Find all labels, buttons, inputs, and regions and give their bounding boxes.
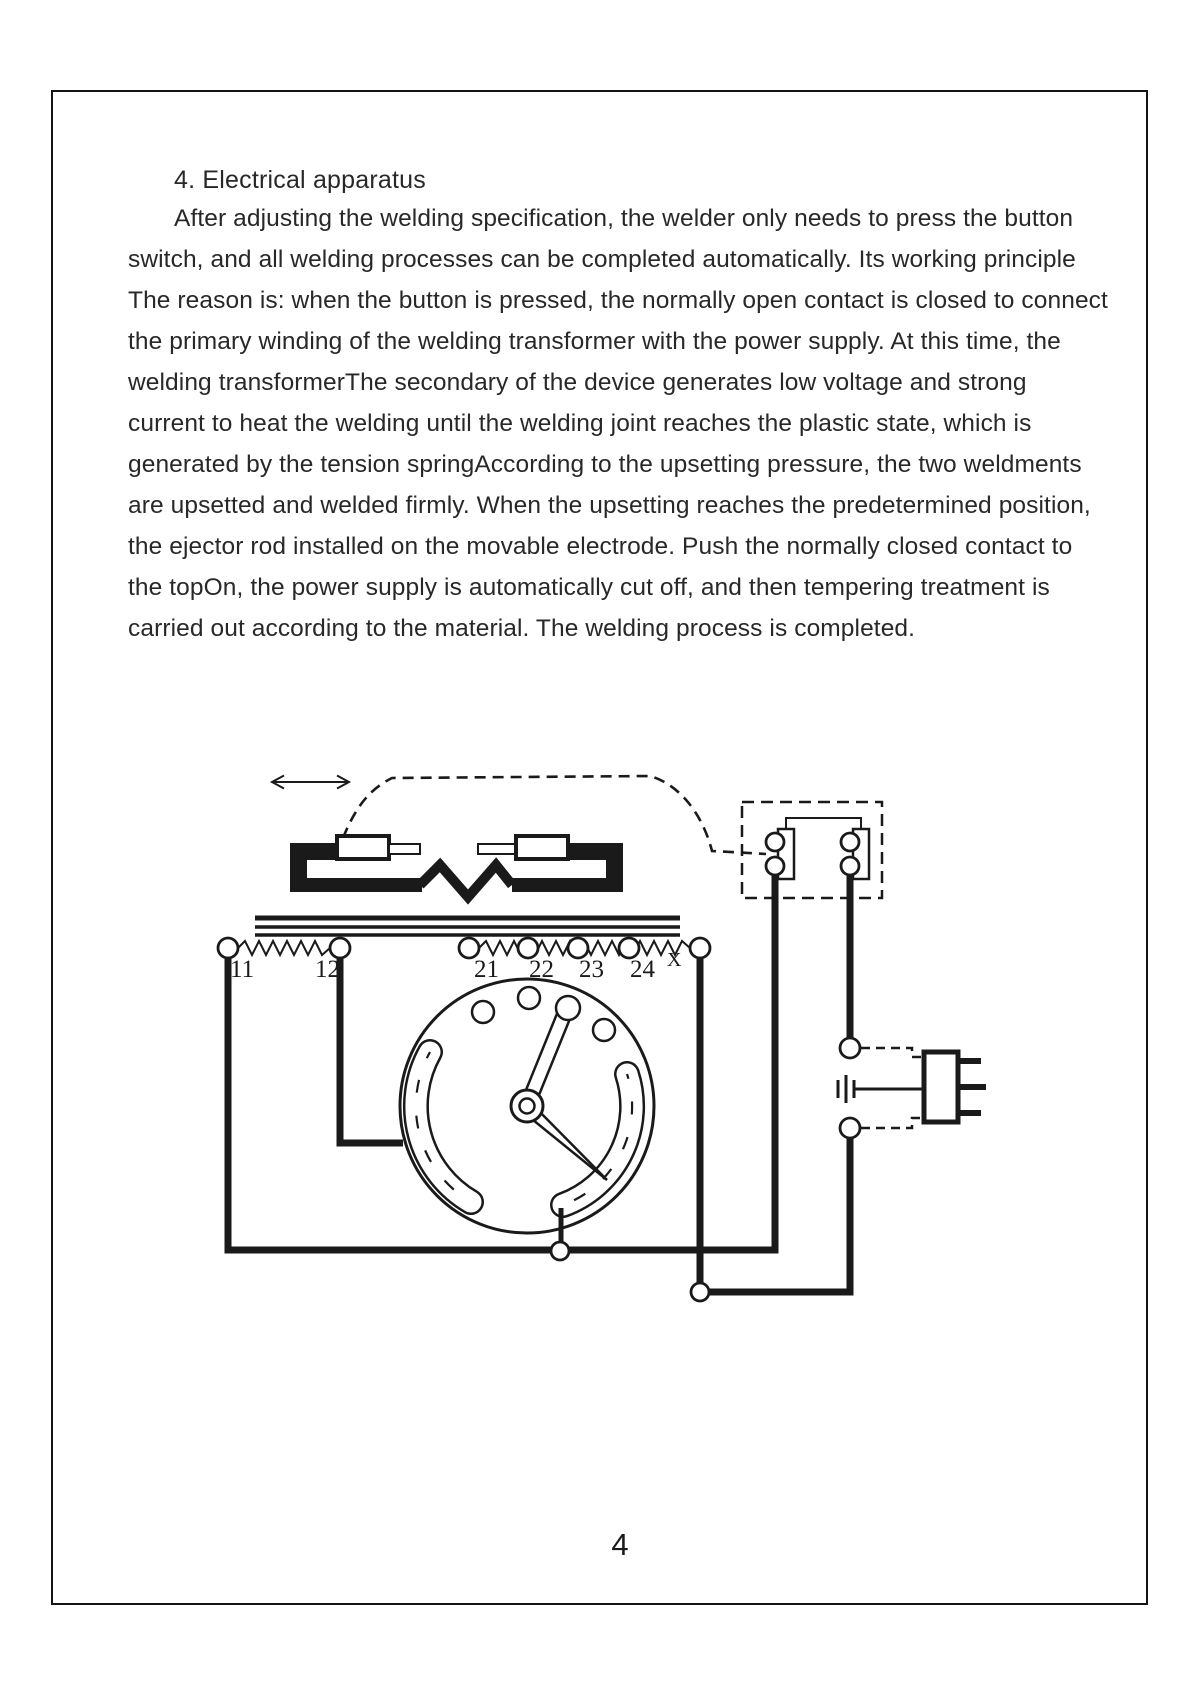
body-line: are upsetted and welded firmly. When the upsetting reaches the predetermined position, [128,492,1091,519]
terminal-label-24: 24 [630,956,655,983]
terminal-label-22: 22 [529,956,554,983]
button-body [924,1052,958,1122]
winding-terminals [218,938,710,958]
body-line: welding transformerThe secondary of the device generates low voltage and strong [128,369,1027,396]
dial-pivot [511,1090,543,1122]
transformer-core [255,918,680,935]
body-line: carried out according to the material. The welding process is completed. [128,615,916,642]
primary-winding [238,941,330,955]
body-line: switch, and all welding processes can be completed automatically. Its working principle [128,246,1076,273]
relay-contact-box [742,802,882,898]
body-line: the primary winding of the welding transformer with the power supply. At this time, the [128,328,1061,355]
push-button-switch [838,1038,986,1138]
button-spring-icon [838,1075,924,1103]
body-line: the topOn, the power supply is automatically cut off, and then tempering treatment is [128,574,1050,601]
movement-arrow-icon [272,776,349,789]
winding-terminal-labels [230,949,682,983]
electrode-left [337,836,420,859]
terminal-label-x: X [667,949,682,971]
contact-bridge [786,818,861,829]
terminal-label-23: 23 [579,956,604,983]
weld-joint-spring [420,865,512,897]
body-line: the ejector rod installed on the movable electrode. Push the normally closed contact to [128,533,1073,560]
terminal-label-21: 21 [474,956,499,983]
wire-terminal12-to-dial [340,957,403,1143]
terminal-label-11: 11 [230,956,255,983]
button-prongs [958,1061,986,1113]
page-number: 4 [611,1527,629,1562]
body-line: current to heat the welding until the welding joint reaches the plastic state, which is [128,410,1032,437]
terminal-label-12: 12 [315,956,340,983]
body-line: After adjusting the welding specification, the welder only needs to press the button [174,205,1074,232]
wire-button-return [708,1137,850,1292]
body-line: generated by the tension springAccording to the upsetting pressure, the two weldments [128,451,1082,478]
electrode-right [478,836,568,859]
body-line: The reason is: when the button is pressed, the normally open contact is closed to connect [128,287,1108,314]
section-title: 4. Electrical apparatus [174,166,426,194]
